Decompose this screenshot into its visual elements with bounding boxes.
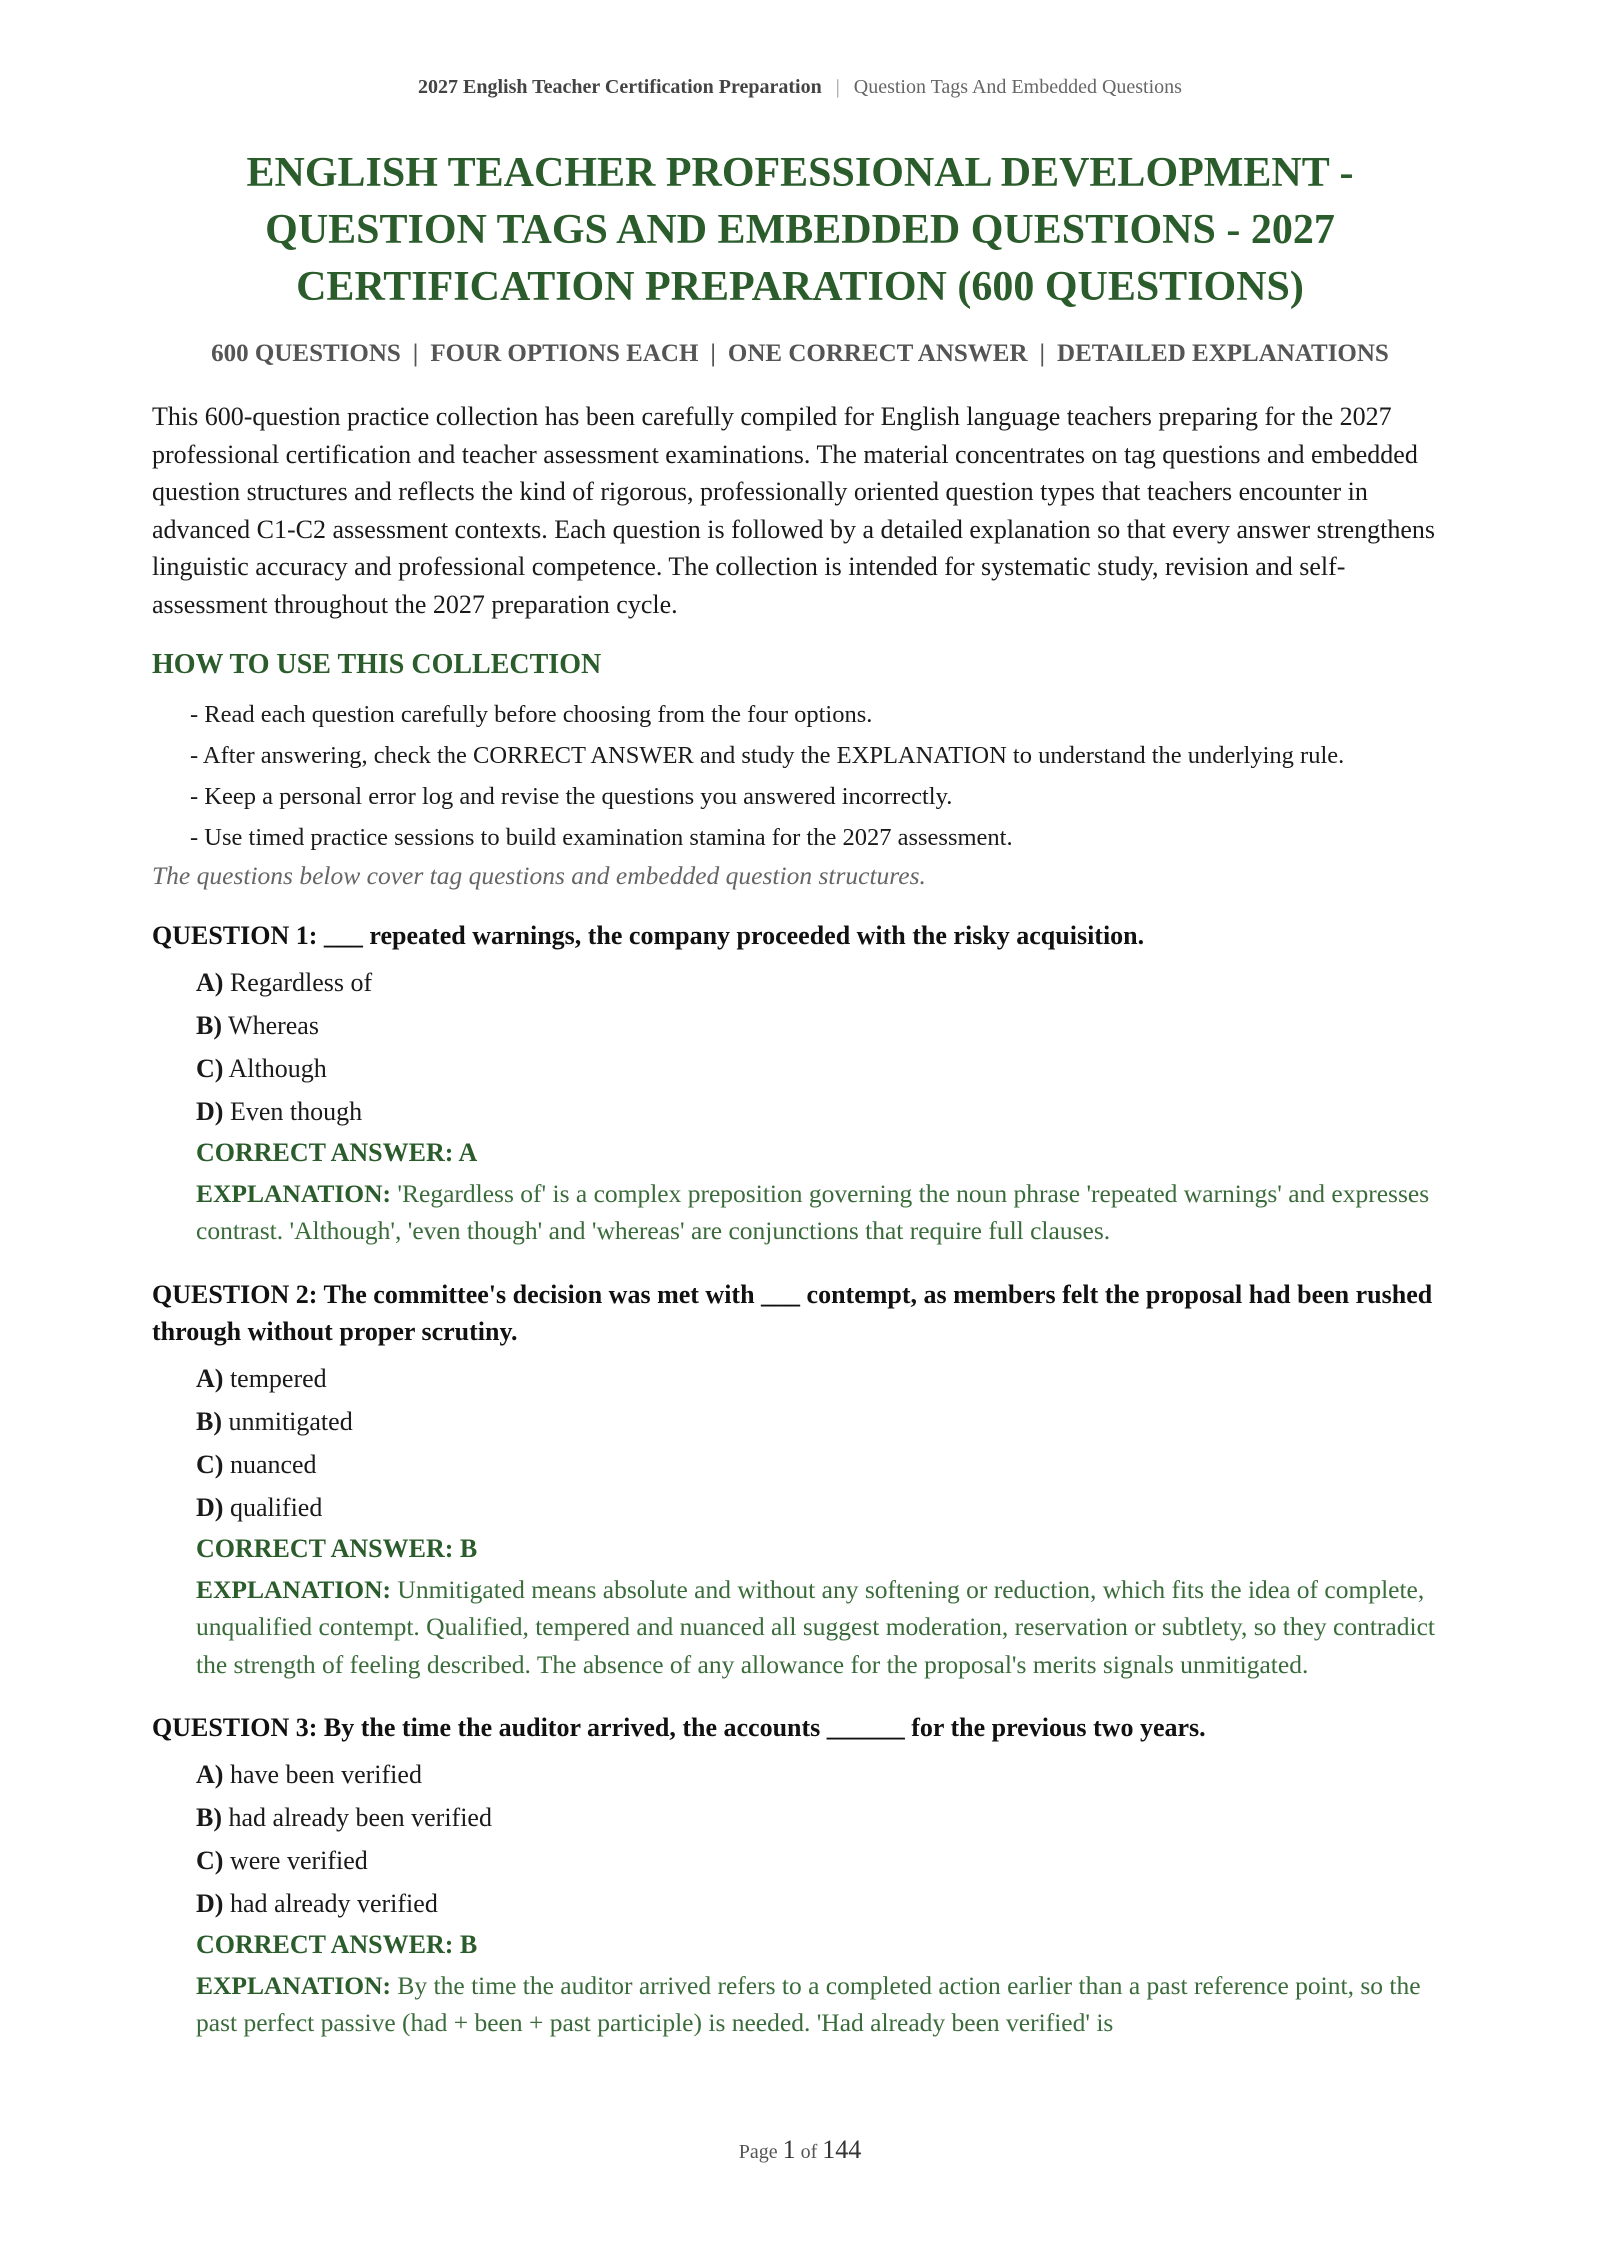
explanation-text: Unmitigated means absolute and without any softening or reduction, which fits the idea of complete, unqualified contempt. Qualified, tempered and nuanced all suggest moderation, reservation or subtlety, so they contradict the strength of feeling described. The absence of any allowance for the proposal's merits signals unmitigated. xyxy=(196,1574,1435,1679)
option-text: have been verified xyxy=(229,1759,422,1789)
subtitle-bar xyxy=(152,340,1448,368)
option-text: were verified xyxy=(229,1845,368,1875)
option-a xyxy=(196,961,1448,1004)
option-letter: A) xyxy=(196,1363,224,1393)
explanation-label: EXPLANATION: xyxy=(196,1970,392,2000)
page-current: 1 xyxy=(782,2135,796,2164)
option-list xyxy=(196,961,1448,1133)
option-text: qualified xyxy=(229,1492,323,1522)
option-text: unmitigated xyxy=(228,1406,353,1436)
option-b xyxy=(196,1400,1448,1443)
option-letter: D) xyxy=(196,1096,224,1126)
option-c xyxy=(196,1047,1448,1090)
option-text: Even though xyxy=(229,1096,363,1126)
option-letter: C) xyxy=(196,1053,224,1083)
option-letter: B) xyxy=(196,1010,222,1040)
question-block xyxy=(152,917,1448,1250)
explanation-label: EXPLANATION: xyxy=(196,1178,392,1208)
option-letter: D) xyxy=(196,1888,224,1918)
question-stem: QUESTION 1: ___ repeated warnings, the company proceeded with the risky acquisition. xyxy=(152,921,1145,950)
option-text: tempered xyxy=(229,1363,327,1393)
option-list xyxy=(196,1753,1448,1925)
option-b xyxy=(196,1796,1448,1839)
question-stem: QUESTION 3: By the time the auditor arrived, the accounts ______ for the previous two years. xyxy=(152,1713,1206,1742)
question-block xyxy=(152,1709,1448,2042)
option-letter: B) xyxy=(196,1802,222,1832)
option-text: had already been verified xyxy=(228,1802,492,1832)
how-to-heading: HOW TO USE THIS COLLECTION xyxy=(152,649,602,680)
option-text: Regardless of xyxy=(229,967,373,997)
intro-paragraph: This 600-question practice collection has been carefully compiled for English language teachers preparing for the 2027 professional certification and teacher assessment examinations. The material concentrates on tag questions and embedded question structures and reflects the kind of rigorous, professionally oriented question types that teachers encounter in advanced C1-C2 assessment contexts. Each question is followed by a detailed explanation so that every answer strengthens linguistic accuracy and professional competence. The collection is intended for systematic study, revision and self-assessment throughout the 2027 preparation cycle. xyxy=(152,402,1436,619)
option-letter: D) xyxy=(196,1492,224,1522)
subtitle-item: ONE CORRECT ANSWER xyxy=(727,340,1028,367)
running-header xyxy=(152,0,1448,99)
how-to-item: - Read each question carefully before choosing from the four options. xyxy=(190,701,873,728)
subtitle-separator: | xyxy=(1039,340,1046,367)
subtitle-separator: | xyxy=(412,340,419,367)
option-list xyxy=(196,1357,1448,1529)
page-word: Page xyxy=(738,2141,778,2163)
subtitle-separator: | xyxy=(710,340,716,367)
option-d xyxy=(196,1486,1448,1529)
subtitle-item: FOUR OPTIONS EACH xyxy=(430,340,699,367)
option-b xyxy=(196,1004,1448,1047)
correct-answer: CORRECT ANSWER: A xyxy=(196,1137,478,1167)
running-header-right: Question Tags And Embedded Questions xyxy=(853,76,1182,98)
option-letter: C) xyxy=(196,1449,224,1479)
option-letter: C) xyxy=(196,1845,224,1875)
question-stem: QUESTION 2: The committee's decision was met with ___ contempt, as members felt the proposal had been rushed through without proper scrutiny. xyxy=(152,1279,1433,1346)
option-d xyxy=(196,1882,1448,1925)
question-block xyxy=(152,1276,1448,1684)
explanation-text: 'Regardless of' is a complex preposition governing the noun phrase 'repeated warnings' and expresses contrast. 'Although', 'even though' and 'whereas' are conjunctions that require full clauses. xyxy=(196,1178,1430,1245)
option-letter: A) xyxy=(196,1759,224,1789)
document-title: ENGLISH TEACHER PROFESSIONAL DEVELOPMENT - QUESTION TAGS AND EMBEDDED QUESTIONS - 2027 CERTIFICATION PREPARATION (600 QUESTIONS) xyxy=(246,150,1354,310)
option-letter: A) xyxy=(196,967,224,997)
how-to-item: - Use timed practice sessions to build examination stamina for the 2027 assessment. xyxy=(190,824,1013,851)
explanation xyxy=(196,1571,1448,1684)
option-c xyxy=(196,1443,1448,1486)
option-d xyxy=(196,1090,1448,1133)
subtitle-item: 600 QUESTIONS xyxy=(211,340,401,367)
of-word: of xyxy=(800,2141,818,2163)
correct-answer: CORRECT ANSWER: B xyxy=(196,1929,478,1959)
subtitle-item: DETAILED EXPLANATIONS xyxy=(1057,340,1389,367)
page-total: 144 xyxy=(822,2135,862,2164)
explanation xyxy=(196,1175,1448,1250)
how-to-list xyxy=(152,697,1448,855)
option-letter: B) xyxy=(196,1406,222,1436)
option-text: Whereas xyxy=(228,1010,319,1040)
option-c xyxy=(196,1839,1448,1882)
option-text: had already verified xyxy=(229,1888,438,1918)
explanation-text: By the time the auditor arrived refers to a completed action earlier than a past reference point, so the past perfect passive (had + been + past participle) is needed. 'Had already been verified' is xyxy=(196,1970,1421,2037)
option-a xyxy=(196,1357,1448,1400)
coverage-note: The questions below cover tag questions and embedded question structures. xyxy=(152,861,926,890)
page-footer xyxy=(0,2135,1600,2165)
option-text: nuanced xyxy=(229,1449,317,1479)
how-to-item: - After answering, check the CORRECT ANSWER and study the EXPLANATION to understand the underlying rule. xyxy=(190,742,1345,769)
option-text: Although xyxy=(228,1053,327,1083)
explanation xyxy=(196,1967,1448,2042)
correct-answer: CORRECT ANSWER: B xyxy=(196,1533,478,1563)
running-header-separator: | xyxy=(835,76,840,98)
explanation-label: EXPLANATION: xyxy=(196,1574,392,1604)
how-to-item: - Keep a personal error log and revise the questions you answered incorrectly. xyxy=(190,783,953,810)
option-a xyxy=(196,1753,1448,1796)
running-header-left: 2027 English Teacher Certification Preparation xyxy=(418,76,822,98)
